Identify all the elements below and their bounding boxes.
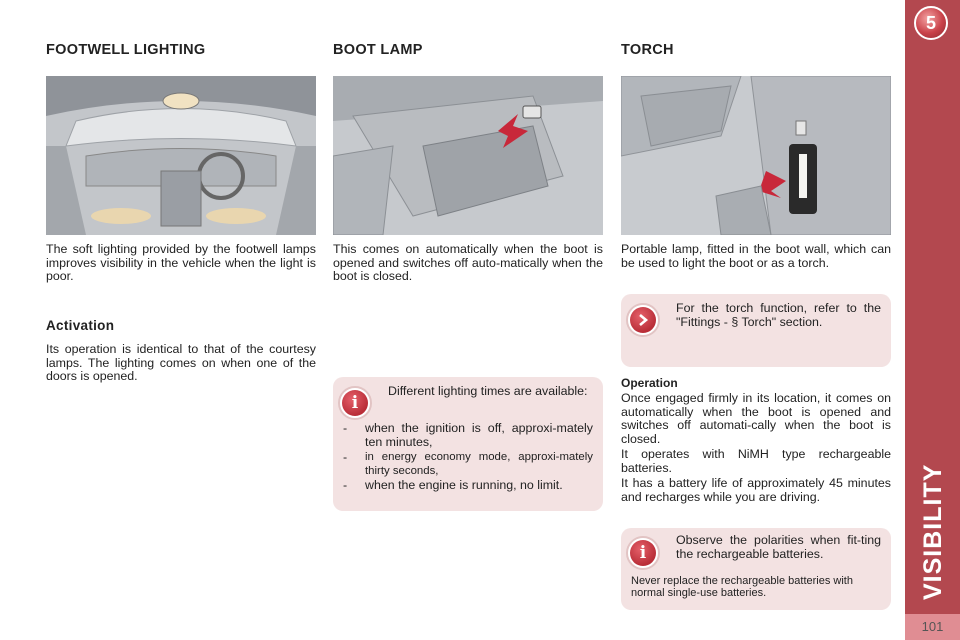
torch-warning-main: Observe the polarities when fit-ting the rechargeable batteries. — [676, 533, 881, 561]
arrow-icon — [626, 303, 660, 337]
torch-ref-text: For the torch function, refer to the "Fittings - § Torch" section. — [676, 301, 881, 329]
boot-note-intro: Different lighting times are available: — [388, 384, 588, 398]
torch-warning-note — [621, 528, 891, 610]
torch-photo — [621, 76, 891, 235]
chapter-number: 5 — [925, 12, 936, 33]
torch-paragraph: Portable lamp, fitted in the boot wall, which can be used to light the boot or as a torch. — [621, 242, 891, 270]
footwell-paragraph: The soft lighting provided by the footwell lamps improves visibility in the vehicle when the light is poor. — [46, 242, 316, 284]
operation-paragraph-2: It operates with NiMH type rechargeable batteries. — [621, 447, 891, 475]
boot-heading: BOOT LAMP — [333, 42, 423, 58]
list-item-text: when the ignition is off, approxi-mately ten minutes, — [365, 421, 593, 449]
footwell-heading: FOOTWELL LIGHTING — [46, 42, 206, 58]
chapter-badge — [914, 6, 948, 40]
operation-heading: Operation — [621, 376, 678, 390]
page-number: 101 — [905, 614, 960, 640]
torch-ref-note — [621, 294, 891, 367]
torch-heading: TORCH — [621, 42, 674, 58]
operation-paragraph-3: It has a battery life of approximately 45 minutes and recharges while you are driving. — [621, 476, 891, 504]
chevron-right-icon — [636, 313, 650, 327]
activation-heading: Activation — [46, 318, 115, 333]
chapter-title — [911, 556, 955, 600]
boot-paragraph: This comes on automatically when the boot is opened and switches off auto-matically when the boot is closed. — [333, 242, 603, 284]
boot-photo — [333, 76, 603, 235]
list-item-text: in energy economy mode, approxi-mately thirty seconds, — [365, 451, 593, 477]
boot-info-note: i Different lighting times are available: - when the ignition is off, approxi-mately ten minutes, - in energy economy mode, approxi-mately thirty seconds, - when the engine is running, no limit. — [333, 377, 603, 511]
info-icon: i — [338, 386, 372, 420]
info-icon: i — [626, 536, 660, 570]
activation-paragraph: Its operation is identical to that of the courtesy lamps. The lighting comes on when one of the doors is opened. — [46, 342, 316, 384]
operation-paragraph-1: Once engaged firmly in its location, it comes on automatically when the boot is opened and switches off automati-cally when the boot is closed. — [621, 391, 891, 446]
list-item-text: when the engine is running, no limit. — [365, 478, 563, 492]
torch-warning-small: Never replace the rechargeable batteries with normal single-use batteries. — [631, 575, 853, 600]
footwell-photo — [46, 76, 316, 235]
